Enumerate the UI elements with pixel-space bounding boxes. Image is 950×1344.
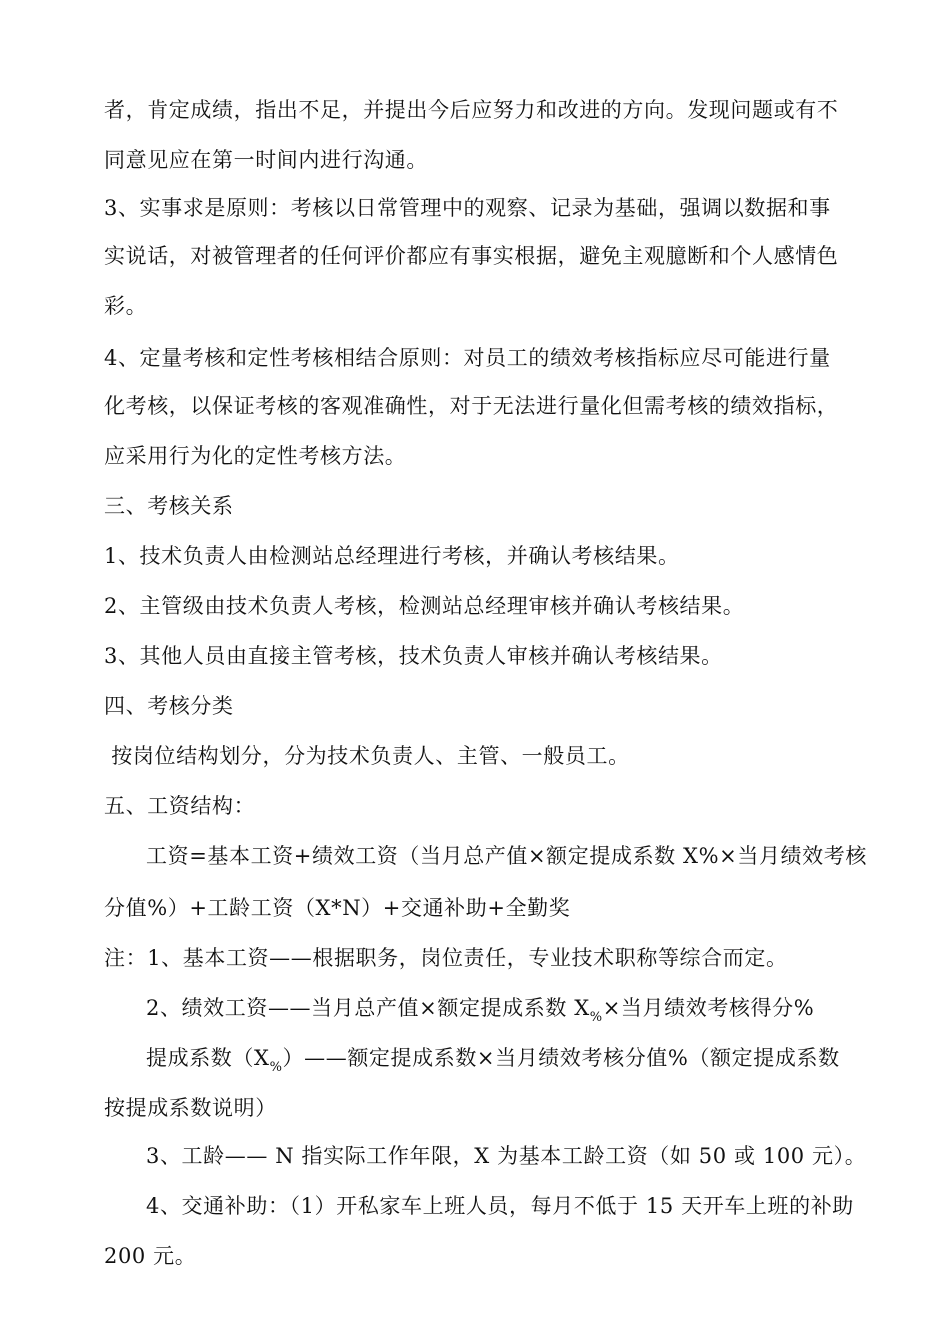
- line-segment: 提成系数（X: [146, 1046, 270, 1070]
- paragraph-line: 3、工龄—— N 指实际工作年限，X 为基本工龄工资（如 50 或 100 元）。: [146, 1144, 867, 1168]
- section-heading: 五、工资结构：: [104, 794, 256, 818]
- subscript-percent: %: [269, 1060, 283, 1075]
- paragraph-line: 按提成系数说明）: [104, 1096, 277, 1120]
- paragraph-line: 按岗位结构划分，分为技术负责人、主管、一般员工。: [104, 744, 630, 768]
- paragraph-line: [0, 1044, 950, 1082]
- section-heading: 三、考核关系: [104, 494, 234, 518]
- paragraph-line: 3、实事求是原则：考核以日常管理中的观察、记录为基础，强调以数据和事: [104, 196, 831, 220]
- subscript-percent: %: [589, 1010, 603, 1025]
- section-heading: 四、考核分类: [104, 694, 234, 718]
- paragraph-line: 1、技术负责人由检测站总经理进行考核，并确认考核结果。: [104, 544, 680, 568]
- line-segment: 2、绩效工资——当月总产值×额定提成系数 X: [146, 996, 590, 1020]
- paragraph-line: 2、主管级由技术负责人考核，检测站总经理审核并确认考核结果。: [104, 594, 745, 618]
- paragraph-line: 彩。: [104, 294, 148, 318]
- line-segment: ）——额定提成系数×当月绩效考核分值%（额定提成系数: [282, 1046, 840, 1070]
- paragraph-line: 200 元。: [104, 1244, 197, 1268]
- paragraph-line: 注：1、基本工资——根据职务，岗位责任，专业技术职称等综合而定。: [104, 946, 788, 970]
- line-segment: ×当月绩效考核得分%: [602, 996, 815, 1020]
- paragraph-line: 者，肯定成绩，指出不足，并提出今后应努力和改进的方向。发现问题或有不: [104, 98, 839, 122]
- paragraph-line: 工资=基本工资+绩效工资（当月总产值×额定提成系数 X%×当月绩效考核: [146, 844, 867, 868]
- paragraph-line: 应采用行为化的定性考核方法。: [104, 444, 407, 468]
- paragraph-line: 4、定量考核和定性考核相结合原则：对员工的绩效考核指标应尽可能进行量: [104, 346, 831, 370]
- paragraph-line: 同意见应在第一时间内进行沟通。: [104, 148, 428, 172]
- paragraph-line: 化考核，以保证考核的客观准确性，对于无法进行量化但需考核的绩效指标，: [104, 394, 839, 418]
- paragraph-line: 分值%）+工龄工资（X*N）+交通补助+全勤奖: [104, 896, 571, 920]
- paragraph-line: 3、其他人员由直接主管考核，技术负责人审核并确认考核结果。: [104, 644, 723, 668]
- paragraph-line: 实说话，对被管理者的任何评价都应有事实根据，避免主观臆断和个人感情色: [104, 244, 839, 268]
- paragraph-line: 4、交通补助：（1）开私家车上班人员，每月不低于 15 天开车上班的补助: [146, 1194, 854, 1218]
- paragraph-line: [0, 994, 950, 1032]
